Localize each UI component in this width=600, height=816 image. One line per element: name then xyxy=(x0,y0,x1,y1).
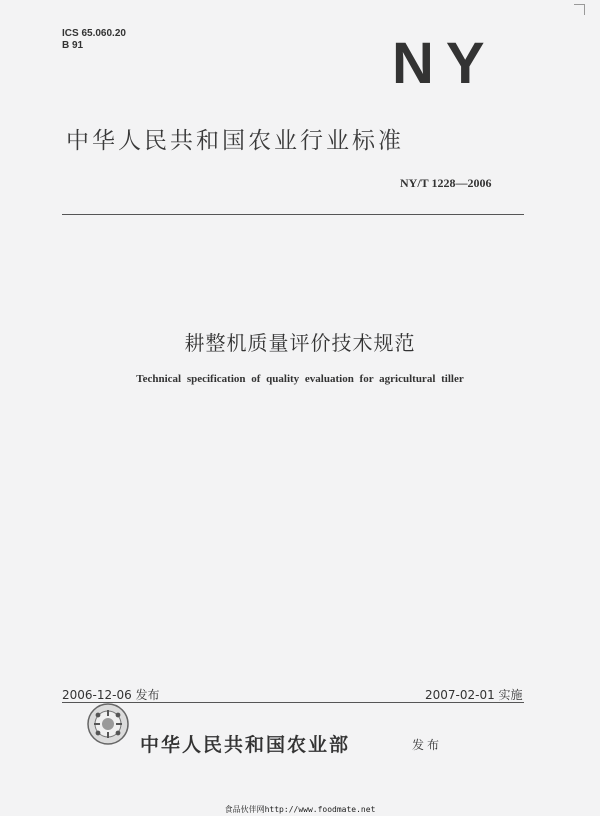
implementation-date: 2007-02-01 实施 xyxy=(425,688,523,702)
ics-code: ICS 65.060.20 xyxy=(62,28,126,39)
issue-date: 2006-12-06 发布 xyxy=(62,688,160,702)
standard-category-title: 中华人民共和国农业行业标准 xyxy=(66,128,404,154)
ministry-seal-icon xyxy=(86,702,130,746)
footer-divider xyxy=(62,702,524,703)
scan-corner-mark xyxy=(574,4,585,15)
standard-number: NY/T 1228—2006 xyxy=(400,176,492,190)
ccs-code: B 91 xyxy=(62,40,84,51)
footer-watermark: 食品伙伴网http://www.foodmate.net xyxy=(224,805,376,814)
header-divider xyxy=(62,214,524,215)
publisher-label: 发布 xyxy=(412,738,443,752)
ny-logo: NY xyxy=(392,31,497,96)
document-title: 耕整机质量评价技术规范 xyxy=(184,331,416,355)
document-english-title: Technical specification of quality evaluation for agricultural tiller xyxy=(136,373,464,385)
publisher-name: 中华人民共和国农业部 xyxy=(140,734,351,756)
classification-codes xyxy=(62,28,126,52)
